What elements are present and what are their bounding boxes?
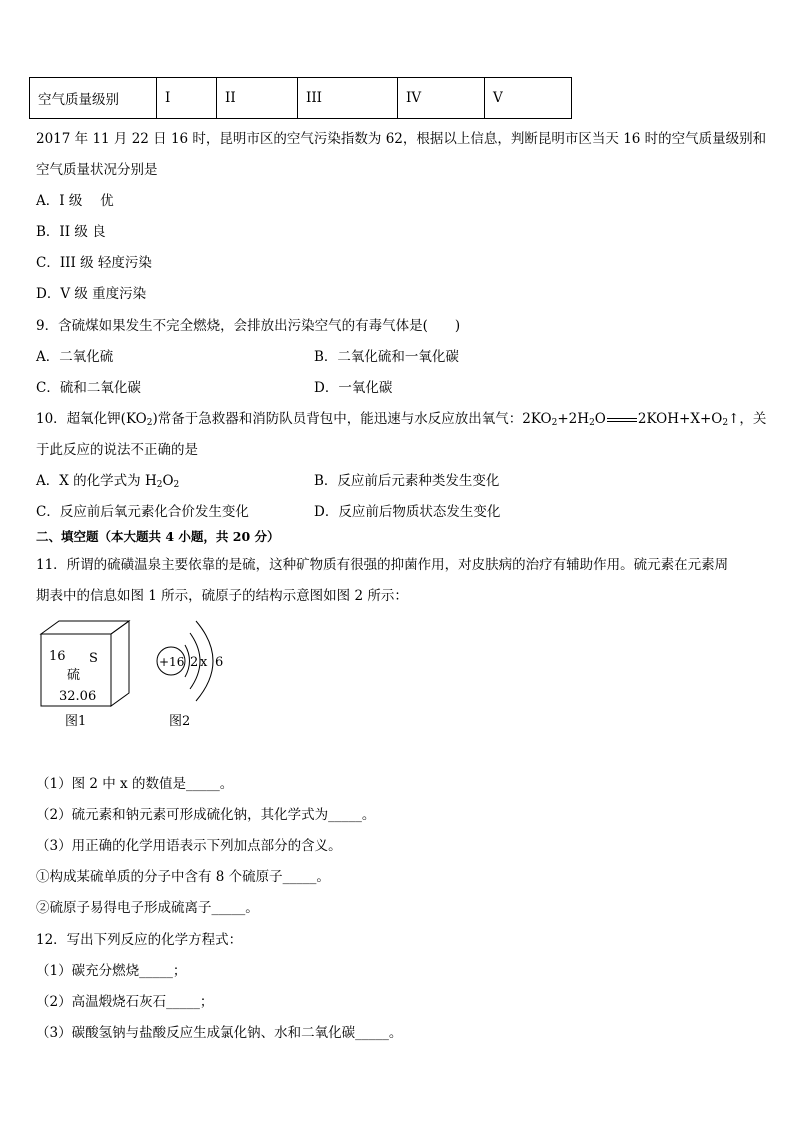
grade-cell-5: V: [485, 78, 572, 119]
q10-sub-h2: 2: [589, 418, 595, 428]
q10-eq-o: O: [594, 411, 606, 427]
q10-option-a-text: A．X 的化学式为 H: [36, 473, 157, 489]
element-mass: 32.06: [59, 689, 97, 704]
q9-stem: 9．含硫煤如果发生不完全燃烧，会排放出污染空气的有毒气体是( ): [36, 318, 461, 334]
q8-option-a: A．I 级 优: [36, 193, 114, 209]
q10-stem-start: 10．超氧化钾(KO: [36, 411, 147, 427]
q10-option-a-sub-h: 2: [156, 480, 163, 490]
q9-option-a: A．二氧化硫: [36, 349, 114, 365]
q11-sub3b: ②硫原子易得电子形成硫离子_____。: [36, 900, 259, 916]
q8-option-c: C．III 级 轻度污染: [36, 255, 152, 271]
grade-cell-3: III: [298, 78, 398, 119]
q10-eq-h2o: +2H: [557, 411, 590, 427]
q10-stem-line2: 于此反应的说法不正确的是: [36, 442, 198, 458]
q12-sub1: （1）碳充分燃烧_____；: [36, 963, 187, 979]
q10-option-b: B．反应前后元素种类发生变化: [314, 473, 500, 489]
q11-sub3: （3）用正确的化学用语表示下列加点部分的含义。: [36, 838, 342, 854]
q10-option-d: D．反应前后物质状态发生变化: [314, 504, 501, 520]
nucleus-charge: +16: [159, 655, 185, 669]
q8-stem-line2: 空气质量状况分别是: [36, 162, 158, 178]
periodic-element-cube: [41, 621, 129, 706]
equation-equals-sign: [607, 418, 637, 422]
figure2-caption: 图2: [169, 714, 191, 729]
q10-sub-ko2: 2: [146, 418, 153, 428]
q10-option-a-sub-o: 2: [173, 480, 180, 490]
q12-sub2: （2）高温煅烧石灰石_____；: [36, 994, 214, 1010]
q8-option-d: D．V 级 重度污染: [36, 286, 147, 302]
q10-stem-line1: [36, 407, 766, 428]
q8-stem-line1: 2017 年 11 月 22 日 16 时，昆明市区的空气污染指数为 62，根据以上信息，判断昆明市区当天 16 时的空气质量级别和: [36, 131, 767, 147]
q10-eq-end: ↑，关: [728, 411, 767, 427]
element-number: 16: [49, 649, 66, 664]
q12-sub3: （3）碳酸氢钠与盐酸反应生成氯化钠、水和二氧化碳_____。: [36, 1025, 403, 1041]
element-name: 硫: [67, 668, 81, 683]
figure1-caption: 图1: [65, 714, 87, 729]
q10-option-c: C．反应前后氧元素化合价发生变化: [36, 504, 249, 520]
q11-sub2: （2）硫元素和钠元素可形成硫化钠，其化学式为_____。: [36, 807, 376, 823]
section-title: 二、填空题（本大题共 4 小题，共 20 分）: [36, 529, 280, 544]
q10-eq-rhs: 2KOH+X+O: [637, 411, 723, 427]
q10-sub-o2: 2: [722, 418, 729, 428]
q9-option-c: C．硫和二氧化碳: [36, 380, 141, 396]
shell3-electrons: 6: [215, 655, 224, 670]
q9-option-d: D．一氧化碳: [314, 380, 393, 396]
shell1-electrons: 2: [190, 655, 199, 670]
grade-cell-2: II: [217, 78, 298, 119]
q11-sub3a: ①构成某硫单质的分子中含有 8 个硫原子_____。: [36, 869, 330, 885]
atom-structure-diagram: [157, 621, 223, 701]
grade-cell-4: IV: [398, 78, 485, 119]
grade-cell-1: I: [157, 78, 217, 119]
q10-option-a: [36, 469, 179, 490]
q11-stem-line2: 期表中的信息如图 1 所示，硫原子的结构示意图如图 2 所示：: [36, 588, 408, 604]
q9-option-b: B．二氧化硫和一氧化碳: [314, 349, 459, 365]
sulfur-figures: [38, 612, 238, 732]
q12-stem: 12．写出下列反应的化学方程式：: [36, 932, 243, 948]
q11-sub1: （1）图 2 中 x 的数值是_____。: [36, 776, 234, 792]
q10-sub-eq-ko2: 2: [551, 418, 558, 428]
q10-option-a-o: O: [162, 473, 174, 489]
q10-stem-mid: )常备于急救器和消防队员背包中，能迅速与水反应放出氧气：2KO: [152, 411, 552, 427]
q11-stem-line1: 11．所谓的硫磺温泉主要依靠的是硫，这种矿物质有很强的抑菌作用，对皮肤病的治疗有辅助作用。硫元素在元素周: [36, 557, 729, 573]
q8-option-b: B．II 级 良: [36, 224, 106, 240]
shell2-electrons: x: [200, 655, 208, 670]
air-quality-grade-table: [29, 77, 572, 119]
grade-table-header: 空气质量级别: [30, 78, 157, 119]
element-symbol: S: [89, 651, 98, 666]
